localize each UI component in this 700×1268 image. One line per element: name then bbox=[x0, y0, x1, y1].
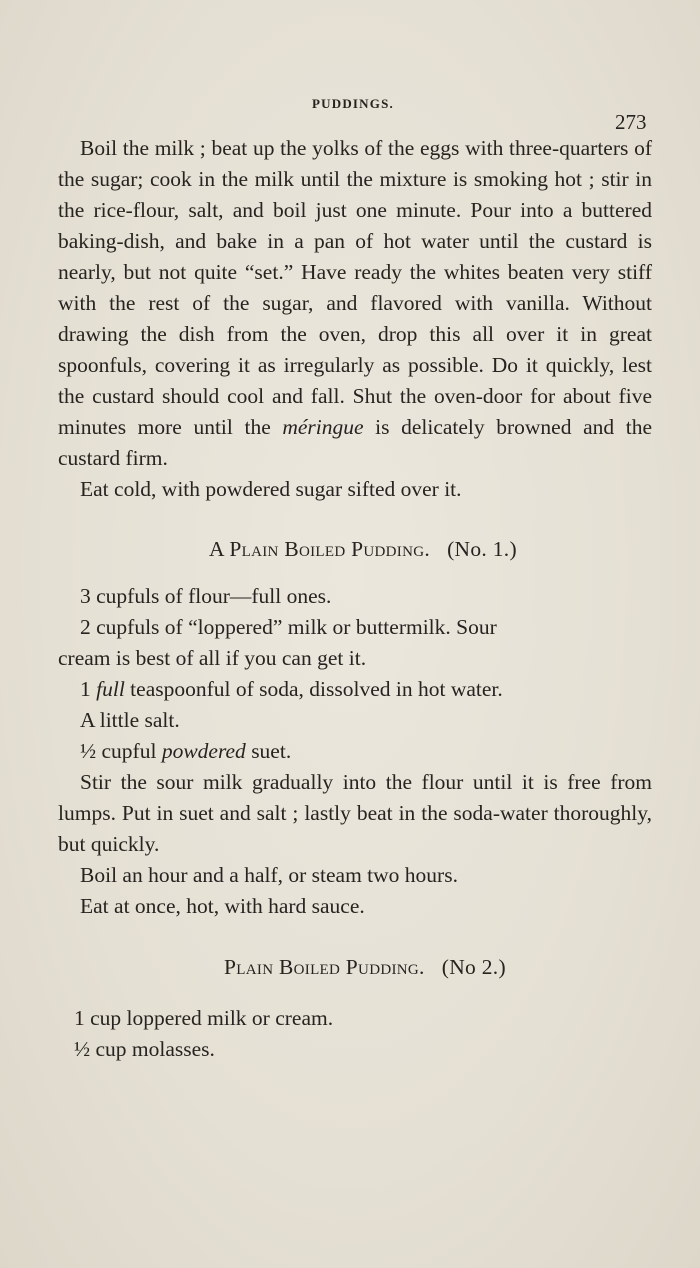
soda-amount: 1 bbox=[80, 677, 97, 701]
custard-instructions bbox=[58, 133, 652, 474]
soda-rest: teaspoonful of soda, dissolved in hot water. bbox=[124, 677, 503, 701]
running-head: PUDDINGS. bbox=[312, 96, 394, 111]
ingredient-2-molasses: ½ cup molasses. bbox=[74, 1037, 215, 1061]
instructions-end: is delicately browned and the custard firm. bbox=[58, 415, 652, 470]
recipe-2-title-name: Plain Boiled Pudding. bbox=[224, 955, 425, 979]
recipe-1-title-number: (No. 1.) bbox=[447, 537, 517, 561]
ingredient-suet bbox=[58, 736, 652, 767]
soda-emphasis: full bbox=[96, 677, 125, 701]
instructions-text: Boil the milk ; beat up the yolks of the eggs with three-quarters of the sugar; cook in the milk until the mixture is smoking hot ; stir in the rice-flour, salt, and boil just one minute. Pour into a buttered baking-dish, and bake in a pan of hot water until the custard is nearly, but not quite “set.” Have ready the whites beaten very stiff with the rest of the sugar, and flavored with vanilla. Without drawing the dish from the oven, drop this all over it in great spoonfuls, covering it as irregularly as possible. Do it quickly, lest the custard should cool and fall. Shut the oven-door for about five minutes more until the bbox=[58, 136, 652, 439]
recipe-1-title bbox=[58, 534, 652, 565]
ingredient-milk-continued: cream is best of all if you can get it. bbox=[58, 646, 367, 670]
suet-rest: suet. bbox=[245, 739, 292, 763]
recipe-1-boil: Boil an hour and a half, or steam two hours. bbox=[80, 863, 458, 887]
serving-note: Eat cold, with powdered sugar sifted over it. bbox=[80, 477, 462, 501]
recipe-1-title-article: A bbox=[209, 537, 230, 561]
suet-amount: ½ cupful bbox=[80, 739, 162, 763]
suet-emphasis: powdered bbox=[161, 739, 246, 763]
recipe-2-title-number: (No 2.) bbox=[441, 955, 506, 979]
recipe-1-title-name: Plain Boiled Pudding. bbox=[229, 537, 431, 561]
recipe-1-method: Stir the sour milk gradually into the flour until it is free from lumps. Put in suet and salt ; lastly beat in the soda-water thoroughly, but quickly. bbox=[58, 770, 652, 856]
page-body bbox=[58, 133, 652, 1065]
page-number: 273 bbox=[615, 110, 647, 134]
ingredient-soda bbox=[58, 674, 652, 705]
meringue-word: méringue bbox=[282, 415, 364, 439]
ingredient-salt: A little salt. bbox=[80, 708, 180, 732]
ingredient-2-milk: 1 cup loppered milk or cream. bbox=[74, 1006, 334, 1030]
ingredient-flour: 3 cupfuls of flour—full ones. bbox=[80, 584, 332, 608]
ingredient-milk: 2 cupfuls of “loppered” milk or buttermilk. Sour bbox=[80, 615, 497, 639]
recipe-2-title bbox=[58, 952, 652, 983]
recipe-1-serve: Eat at once, hot, with hard sauce. bbox=[80, 894, 365, 918]
